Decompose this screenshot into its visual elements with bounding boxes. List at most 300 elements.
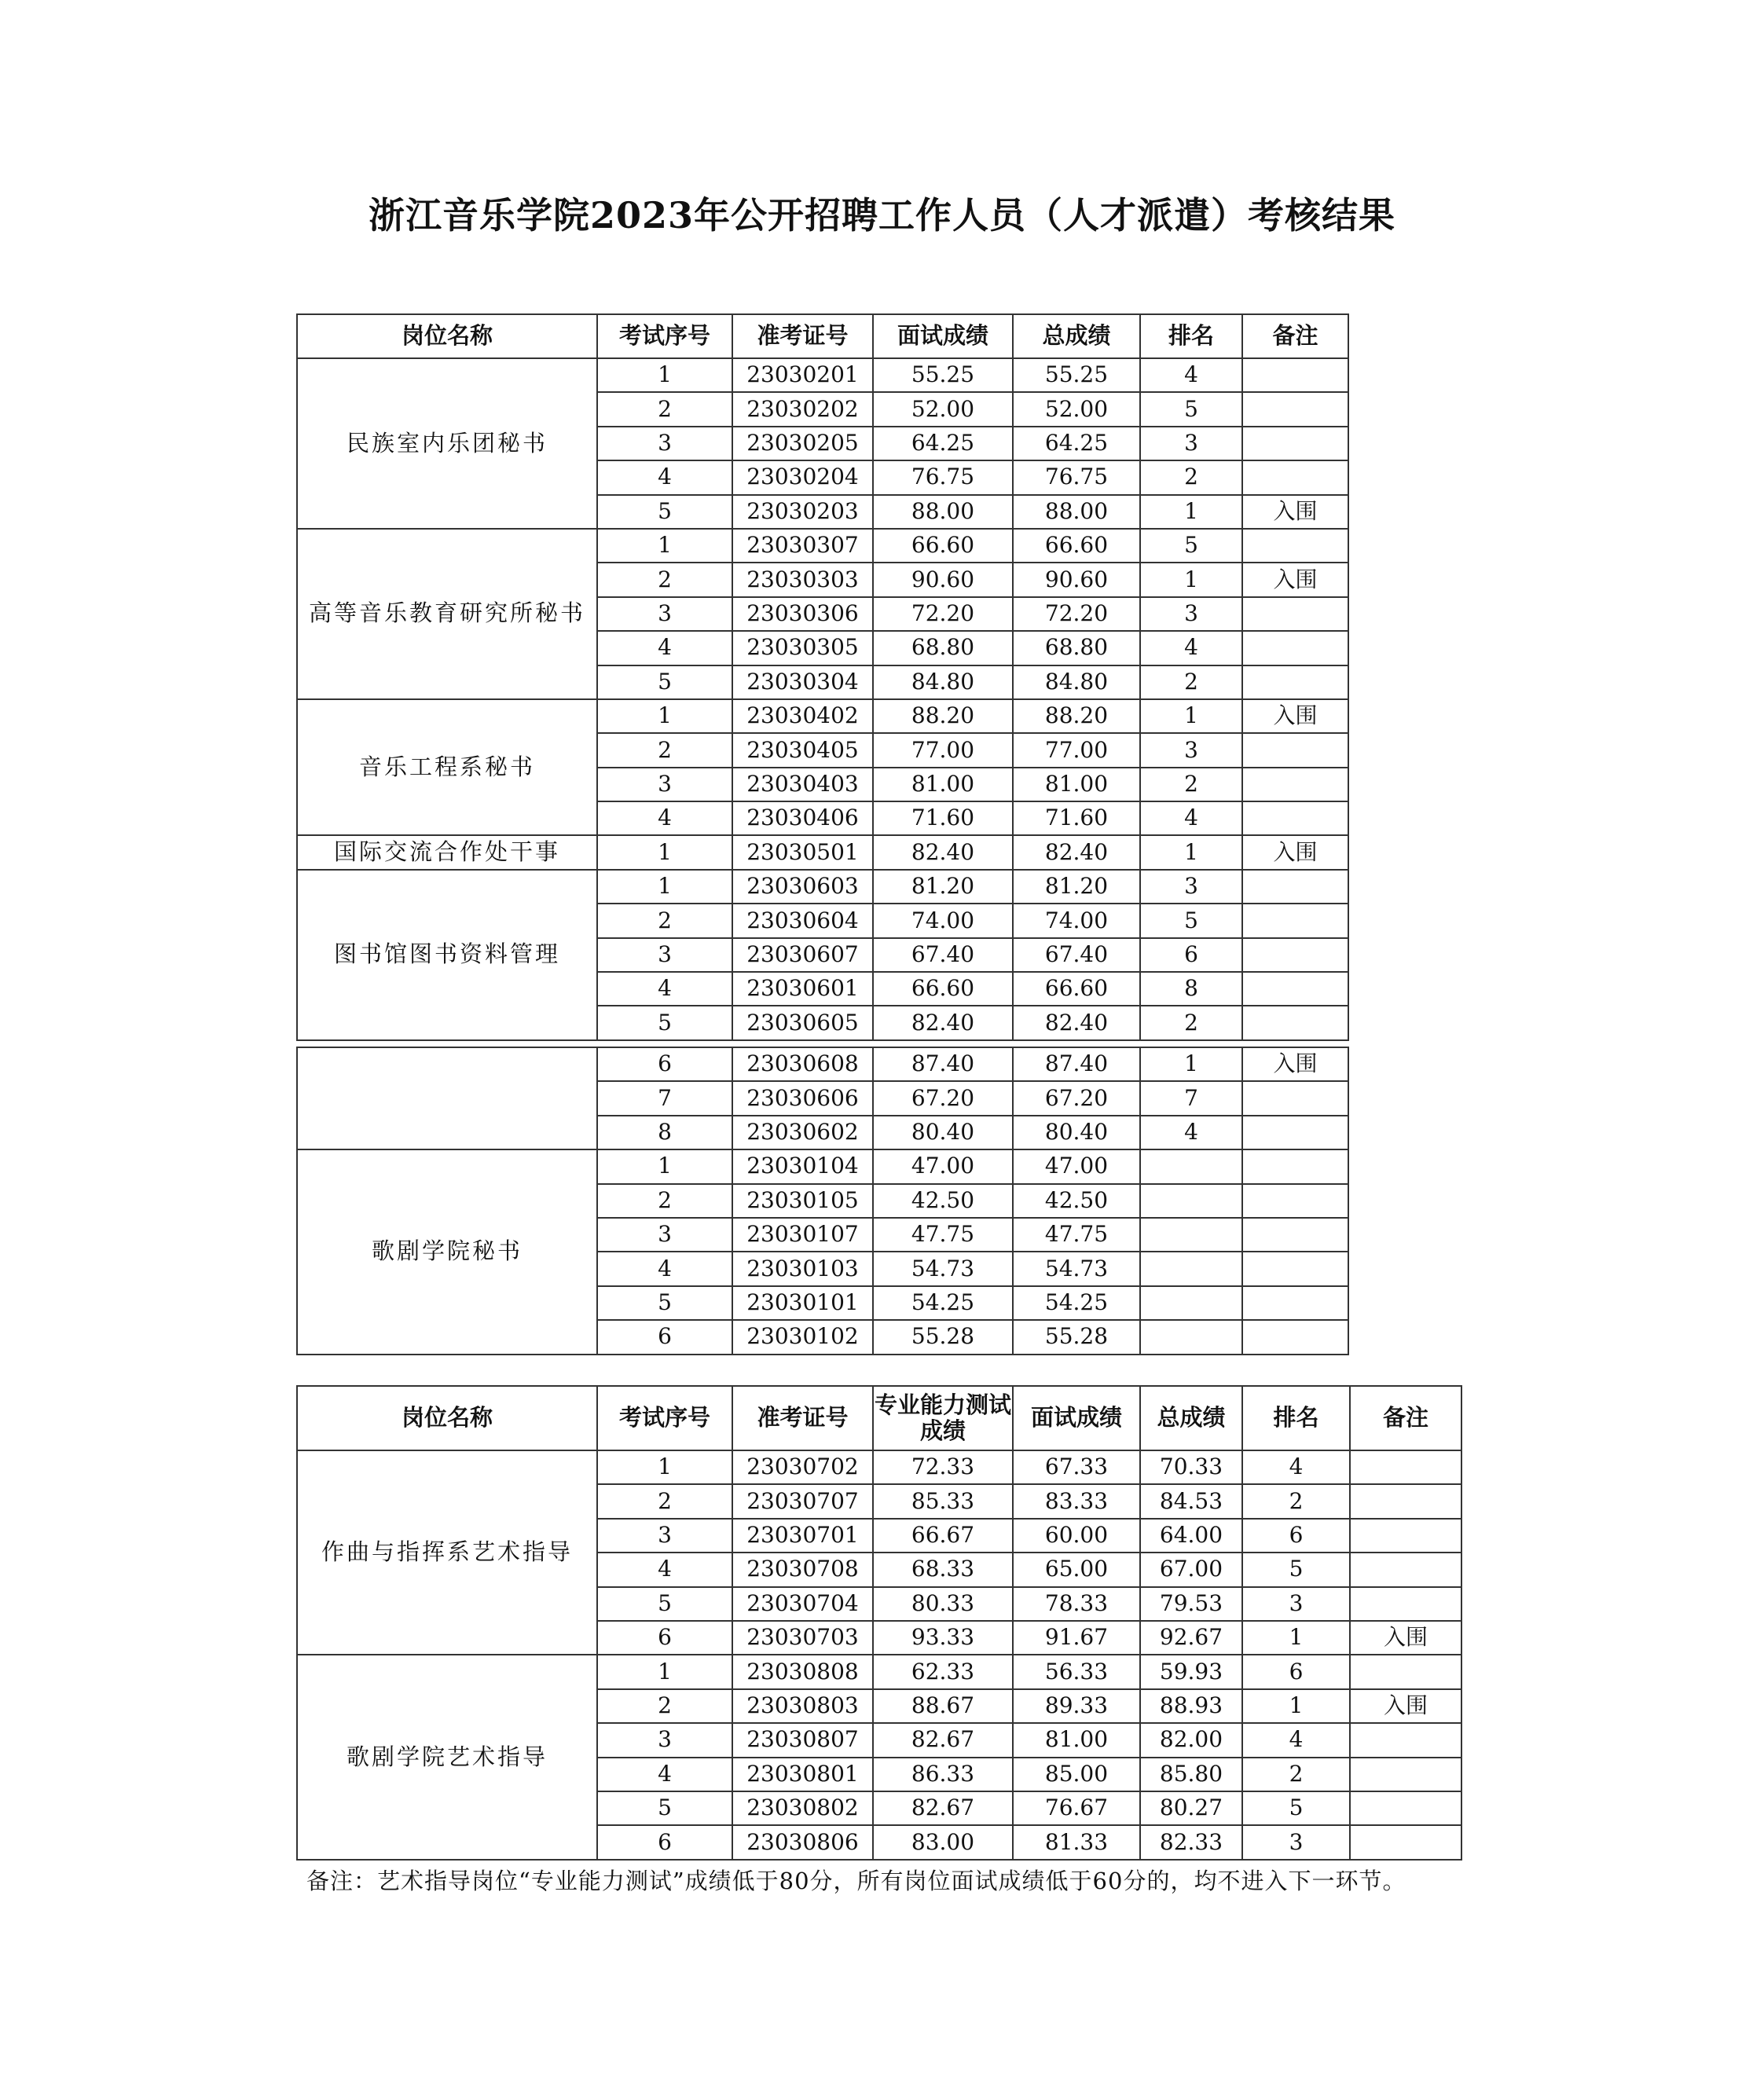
data-cell: 4 <box>597 1252 732 1285</box>
data-cell: 23030702 <box>732 1450 873 1484</box>
data-cell: 23030402 <box>732 699 873 733</box>
data-cell: 23030202 <box>732 392 873 426</box>
data-cell: 入围 <box>1242 835 1348 869</box>
data-cell: 77.00 <box>1013 733 1140 767</box>
data-cell: 4 <box>1242 1723 1350 1757</box>
data-cell: 3 <box>1242 1587 1350 1621</box>
header-rank: 排名 <box>1140 314 1242 358</box>
data-cell: 88.00 <box>873 495 1013 529</box>
data-cell: 83.33 <box>1013 1484 1140 1518</box>
data-cell: 23030703 <box>732 1621 873 1655</box>
data-cell: 23030605 <box>732 1006 873 1039</box>
data-cell: 4 <box>597 1553 732 1586</box>
data-cell: 82.40 <box>873 1006 1013 1039</box>
data-cell <box>1140 1320 1242 1354</box>
data-cell: 92.67 <box>1140 1621 1242 1655</box>
data-cell: 2 <box>597 733 732 767</box>
header-ticket-no: 准考证号 <box>732 314 873 358</box>
header-exam-seq: 考试序号 <box>597 1386 732 1450</box>
data-cell: 84.53 <box>1140 1484 1242 1518</box>
data-cell: 66.60 <box>1013 972 1140 1006</box>
data-cell <box>1242 1081 1348 1115</box>
data-cell: 88.20 <box>1013 699 1140 733</box>
data-cell <box>1350 1484 1461 1518</box>
data-cell: 67.40 <box>1013 938 1140 972</box>
data-cell: 23030806 <box>732 1825 873 1859</box>
data-cell: 8 <box>1140 972 1242 1006</box>
data-cell: 3 <box>597 938 732 972</box>
data-cell: 82.40 <box>1013 1006 1140 1039</box>
position-name-cell: 作曲与指挥系艺术指导 <box>297 1450 597 1655</box>
data-cell: 72.33 <box>873 1450 1013 1484</box>
position-name-cell: 高等音乐教育研究所秘书 <box>297 529 597 699</box>
data-cell: 3 <box>597 597 732 631</box>
data-cell: 3 <box>597 1723 732 1757</box>
data-cell <box>1242 972 1348 1006</box>
data-cell: 47.75 <box>873 1218 1013 1252</box>
data-cell: 4 <box>1140 1116 1242 1149</box>
table-row <box>297 1655 1461 1688</box>
data-cell: 5 <box>1242 1791 1350 1825</box>
data-cell: 5 <box>1242 1553 1350 1586</box>
data-cell: 3 <box>597 1218 732 1252</box>
data-cell: 2 <box>1140 460 1242 494</box>
data-cell: 42.50 <box>1013 1184 1140 1218</box>
data-cell: 76.67 <box>1013 1791 1140 1825</box>
header-exam-seq: 考试序号 <box>597 314 732 358</box>
data-cell <box>1242 1252 1348 1285</box>
data-cell: 66.60 <box>873 972 1013 1006</box>
data-cell: 23030403 <box>732 768 873 801</box>
position-name-cell: 图书馆图书资料管理 <box>297 870 597 1040</box>
data-cell: 65.00 <box>1013 1553 1140 1586</box>
data-cell: 81.00 <box>873 768 1013 801</box>
data-cell <box>1350 1723 1461 1757</box>
data-cell: 82.67 <box>873 1723 1013 1757</box>
data-cell <box>1242 597 1348 631</box>
data-cell: 1 <box>1140 699 1242 733</box>
data-cell: 55.28 <box>1013 1320 1140 1354</box>
header-remark: 备注 <box>1242 314 1348 358</box>
data-cell: 78.33 <box>1013 1587 1140 1621</box>
data-cell: 70.33 <box>1140 1450 1242 1484</box>
data-cell: 23030306 <box>732 597 873 631</box>
data-cell: 93.33 <box>873 1621 1013 1655</box>
data-cell: 47.75 <box>1013 1218 1140 1252</box>
table-row <box>297 529 1348 563</box>
data-cell <box>1242 1116 1348 1149</box>
data-cell: 84.80 <box>1013 665 1140 699</box>
data-cell: 47.00 <box>873 1149 1013 1183</box>
header-remark: 备注 <box>1350 1386 1461 1450</box>
results-table-admin <box>296 313 1349 1041</box>
data-cell: 1 <box>597 870 732 904</box>
data-cell: 90.60 <box>1013 563 1140 596</box>
data-cell: 82.40 <box>1013 835 1140 869</box>
data-cell: 2 <box>1242 1758 1350 1791</box>
data-cell: 5 <box>1140 529 1242 563</box>
data-cell <box>1242 1320 1348 1354</box>
data-cell: 80.40 <box>1013 1116 1140 1149</box>
data-cell: 入围 <box>1242 563 1348 596</box>
data-cell: 5 <box>597 1006 732 1039</box>
data-cell: 23030608 <box>732 1047 873 1081</box>
data-cell: 23030201 <box>732 358 873 392</box>
data-cell: 8 <box>597 1116 732 1149</box>
data-cell: 23030101 <box>732 1286 873 1320</box>
table-row <box>297 835 1348 869</box>
data-cell: 2 <box>597 1184 732 1218</box>
data-cell: 入围 <box>1242 495 1348 529</box>
data-cell: 85.00 <box>1013 1758 1140 1791</box>
data-cell <box>1350 1450 1461 1484</box>
data-cell: 3 <box>1140 597 1242 631</box>
data-cell <box>1350 1825 1461 1859</box>
data-cell: 85.80 <box>1140 1758 1242 1791</box>
data-cell: 1 <box>1140 835 1242 869</box>
data-cell: 74.00 <box>1013 904 1140 937</box>
data-cell: 23030802 <box>732 1791 873 1825</box>
table-row <box>297 1149 1348 1183</box>
data-cell: 3 <box>597 427 732 460</box>
results-table-art-guidance <box>296 1385 1462 1861</box>
data-cell: 5 <box>597 1587 732 1621</box>
data-cell: 62.33 <box>873 1655 1013 1688</box>
data-cell: 68.80 <box>873 631 1013 665</box>
data-cell: 23030708 <box>732 1553 873 1586</box>
data-cell: 2 <box>597 904 732 937</box>
header-position: 岗位名称 <box>297 314 597 358</box>
data-cell: 23030808 <box>732 1655 873 1688</box>
data-cell: 81.20 <box>1013 870 1140 904</box>
data-cell: 3 <box>597 768 732 801</box>
data-cell: 86.33 <box>873 1758 1013 1791</box>
data-cell: 4 <box>597 972 732 1006</box>
data-cell: 23030204 <box>732 460 873 494</box>
data-cell: 54.25 <box>873 1286 1013 1320</box>
data-cell: 6 <box>1140 938 1242 972</box>
data-cell <box>1242 870 1348 904</box>
data-cell: 6 <box>1242 1655 1350 1688</box>
header-total-score: 总成绩 <box>1013 314 1140 358</box>
data-cell <box>1242 392 1348 426</box>
data-cell: 1 <box>1242 1689 1350 1723</box>
data-cell <box>1242 665 1348 699</box>
data-cell: 4 <box>597 631 732 665</box>
results-table-admin-continued <box>296 1047 1349 1355</box>
document-title: 浙江音乐学院2023年公开招聘工作人员（人才派遣）考核结果 <box>368 194 1396 236</box>
data-cell: 2 <box>597 1484 732 1518</box>
data-cell: 23030406 <box>732 801 873 835</box>
data-cell: 5 <box>597 1286 732 1320</box>
table-header-row <box>297 1386 1461 1450</box>
data-cell <box>1242 1184 1348 1218</box>
table-row <box>297 1450 1461 1484</box>
data-cell: 23030603 <box>732 870 873 904</box>
data-cell: 3 <box>1140 870 1242 904</box>
data-cell <box>1242 904 1348 937</box>
data-cell <box>1242 938 1348 972</box>
data-cell: 4 <box>597 460 732 494</box>
position-name-cell: 国际交流合作处干事 <box>297 835 597 869</box>
data-cell: 23030801 <box>732 1758 873 1791</box>
data-cell: 23030203 <box>732 495 873 529</box>
footnote: 备注：艺术指导岗位“专业能力测试”成绩低于80分，所有岗位面试成绩低于60分的，均不进入下一环节。 <box>306 1868 1406 1894</box>
header-interview-score: 面试成绩 <box>873 314 1013 358</box>
data-cell: 66.67 <box>873 1519 1013 1553</box>
data-cell: 88.93 <box>1140 1689 1242 1723</box>
header-position: 岗位名称 <box>297 1386 597 1450</box>
table-header-row <box>297 314 1348 358</box>
data-cell: 66.60 <box>1013 529 1140 563</box>
data-cell <box>1242 529 1348 563</box>
data-cell: 64.25 <box>873 427 1013 460</box>
data-cell: 64.00 <box>1140 1519 1242 1553</box>
data-cell: 23030205 <box>732 427 873 460</box>
data-cell: 23030303 <box>732 563 873 596</box>
data-cell: 23030701 <box>732 1519 873 1553</box>
data-cell: 54.73 <box>873 1252 1013 1285</box>
data-cell: 87.40 <box>873 1047 1013 1081</box>
data-cell <box>1242 1149 1348 1183</box>
data-cell: 7 <box>597 1081 732 1115</box>
data-cell <box>1140 1184 1242 1218</box>
data-cell: 4 <box>1140 801 1242 835</box>
data-cell: 67.40 <box>873 938 1013 972</box>
data-cell: 42.50 <box>873 1184 1013 1218</box>
data-cell: 91.67 <box>1013 1621 1140 1655</box>
data-cell <box>1350 1519 1461 1553</box>
data-cell: 1 <box>597 1450 732 1484</box>
position-name-cell: 音乐工程系秘书 <box>297 699 597 836</box>
data-cell: 2 <box>597 1689 732 1723</box>
table-row <box>297 699 1348 733</box>
data-cell: 47.00 <box>1013 1149 1140 1183</box>
data-cell: 5 <box>597 1791 732 1825</box>
header-interview-score: 面试成绩 <box>1013 1386 1140 1450</box>
data-cell: 54.73 <box>1013 1252 1140 1285</box>
data-cell: 5 <box>1140 904 1242 937</box>
position-name-cell <box>297 1047 597 1149</box>
data-cell: 23030803 <box>732 1689 873 1723</box>
data-cell: 80.27 <box>1140 1791 1242 1825</box>
data-cell: 71.60 <box>873 801 1013 835</box>
data-cell <box>1350 1587 1461 1621</box>
data-cell: 23030304 <box>732 665 873 699</box>
data-cell: 88.20 <box>873 699 1013 733</box>
data-cell: 55.25 <box>1013 358 1140 392</box>
data-cell: 68.80 <box>1013 631 1140 665</box>
data-cell <box>1140 1149 1242 1183</box>
data-cell: 68.33 <box>873 1553 1013 1586</box>
data-cell: 55.28 <box>873 1320 1013 1354</box>
data-cell: 23030707 <box>732 1484 873 1518</box>
data-cell: 23030501 <box>732 835 873 869</box>
data-cell: 23030704 <box>732 1587 873 1621</box>
data-cell: 23030305 <box>732 631 873 665</box>
data-cell: 3 <box>1140 733 1242 767</box>
data-cell: 入围 <box>1350 1621 1461 1655</box>
position-name-cell: 歌剧学院秘书 <box>297 1149 597 1354</box>
data-cell: 1 <box>597 699 732 733</box>
data-cell: 66.60 <box>873 529 1013 563</box>
data-cell <box>1350 1553 1461 1586</box>
data-cell: 77.00 <box>873 733 1013 767</box>
table-body <box>297 1047 1348 1355</box>
header-ticket-no: 准考证号 <box>732 1386 873 1450</box>
data-cell <box>1242 358 1348 392</box>
data-cell: 81.00 <box>1013 1723 1140 1757</box>
data-cell: 1 <box>597 1655 732 1688</box>
data-cell: 7 <box>1140 1081 1242 1115</box>
data-cell: 81.20 <box>873 870 1013 904</box>
data-cell: 59.93 <box>1140 1655 1242 1688</box>
data-cell <box>1350 1791 1461 1825</box>
data-cell <box>1242 1006 1348 1039</box>
data-cell: 81.33 <box>1013 1825 1140 1859</box>
data-cell: 23030807 <box>732 1723 873 1757</box>
data-cell: 1 <box>597 1149 732 1183</box>
data-cell: 83.00 <box>873 1825 1013 1859</box>
data-cell: 72.20 <box>873 597 1013 631</box>
data-cell: 1 <box>1140 495 1242 529</box>
data-cell: 4 <box>1140 358 1242 392</box>
data-cell: 64.25 <box>1013 427 1140 460</box>
data-cell: 入围 <box>1350 1689 1461 1723</box>
data-cell: 23030601 <box>732 972 873 1006</box>
data-cell: 82.40 <box>873 835 1013 869</box>
data-cell: 82.33 <box>1140 1825 1242 1859</box>
data-cell: 6 <box>597 1047 732 1081</box>
data-cell <box>1242 631 1348 665</box>
data-cell: 52.00 <box>873 392 1013 426</box>
data-cell: 2 <box>597 563 732 596</box>
data-cell: 2 <box>1242 1484 1350 1518</box>
data-cell <box>1350 1758 1461 1791</box>
data-cell <box>1242 801 1348 835</box>
data-cell: 67.33 <box>1013 1450 1140 1484</box>
header-rank: 排名 <box>1242 1386 1350 1450</box>
data-cell: 55.25 <box>873 358 1013 392</box>
data-cell: 6 <box>597 1320 732 1354</box>
table-body <box>297 358 1348 1040</box>
data-cell <box>1140 1252 1242 1285</box>
data-cell: 23030102 <box>732 1320 873 1354</box>
data-cell: 4 <box>1140 631 1242 665</box>
data-cell: 1 <box>597 835 732 869</box>
data-cell: 2 <box>1140 768 1242 801</box>
data-cell: 23030607 <box>732 938 873 972</box>
data-cell: 5 <box>1140 392 1242 426</box>
data-cell: 5 <box>597 495 732 529</box>
position-name-cell: 歌剧学院艺术指导 <box>297 1655 597 1859</box>
data-cell: 80.33 <box>873 1587 1013 1621</box>
header-professional-test-score: 专业能力测试成绩 <box>873 1386 1013 1450</box>
data-cell: 54.25 <box>1013 1286 1140 1320</box>
data-cell: 72.20 <box>1013 597 1140 631</box>
data-cell: 23030104 <box>732 1149 873 1183</box>
data-cell: 入围 <box>1242 1047 1348 1081</box>
data-cell <box>1242 1286 1348 1320</box>
data-cell: 88.67 <box>873 1689 1013 1723</box>
data-cell: 4 <box>597 1758 732 1791</box>
data-cell: 76.75 <box>1013 460 1140 494</box>
data-cell: 79.53 <box>1140 1587 1242 1621</box>
data-cell <box>1242 427 1348 460</box>
data-cell: 81.00 <box>1013 768 1140 801</box>
data-cell: 23030405 <box>732 733 873 767</box>
data-cell <box>1242 1218 1348 1252</box>
data-cell: 80.40 <box>873 1116 1013 1149</box>
data-cell: 6 <box>597 1825 732 1859</box>
data-cell <box>1350 1655 1461 1688</box>
data-cell: 23030602 <box>732 1116 873 1149</box>
data-cell: 2 <box>597 392 732 426</box>
data-cell: 入围 <box>1242 699 1348 733</box>
data-cell <box>1242 733 1348 767</box>
data-cell: 23030103 <box>732 1252 873 1285</box>
data-cell: 5 <box>597 665 732 699</box>
data-cell <box>1140 1218 1242 1252</box>
data-cell: 23030606 <box>732 1081 873 1115</box>
data-cell: 23030307 <box>732 529 873 563</box>
data-cell: 87.40 <box>1013 1047 1140 1081</box>
data-cell: 82.00 <box>1140 1723 1242 1757</box>
data-cell: 90.60 <box>873 563 1013 596</box>
data-cell: 3 <box>1242 1825 1350 1859</box>
data-cell: 23030105 <box>732 1184 873 1218</box>
data-cell <box>1242 460 1348 494</box>
data-cell: 2 <box>1140 665 1242 699</box>
data-cell: 4 <box>1242 1450 1350 1484</box>
data-cell: 23030107 <box>732 1218 873 1252</box>
data-cell: 4 <box>597 801 732 835</box>
table-row <box>297 870 1348 904</box>
data-cell: 56.33 <box>1013 1655 1140 1688</box>
data-cell: 6 <box>597 1621 732 1655</box>
data-cell: 1 <box>597 529 732 563</box>
data-cell: 1 <box>1140 1047 1242 1081</box>
data-cell: 1 <box>597 358 732 392</box>
data-cell: 23030604 <box>732 904 873 937</box>
data-cell: 82.67 <box>873 1791 1013 1825</box>
data-cell: 2 <box>1140 1006 1242 1039</box>
table-row <box>297 358 1348 392</box>
data-cell: 6 <box>1242 1519 1350 1553</box>
data-cell: 76.75 <box>873 460 1013 494</box>
data-cell: 67.00 <box>1140 1553 1242 1586</box>
position-name-cell: 民族室内乐团秘书 <box>297 358 597 529</box>
table-body <box>297 1450 1461 1860</box>
data-cell: 67.20 <box>873 1081 1013 1115</box>
data-cell: 74.00 <box>873 904 1013 937</box>
data-cell: 1 <box>1140 563 1242 596</box>
data-cell: 89.33 <box>1013 1689 1140 1723</box>
data-cell: 71.60 <box>1013 801 1140 835</box>
data-cell: 1 <box>1242 1621 1350 1655</box>
header-total-score: 总成绩 <box>1140 1386 1242 1450</box>
data-cell: 3 <box>1140 427 1242 460</box>
data-cell: 60.00 <box>1013 1519 1140 1553</box>
data-cell: 67.20 <box>1013 1081 1140 1115</box>
data-cell: 3 <box>597 1519 732 1553</box>
data-cell: 88.00 <box>1013 495 1140 529</box>
data-cell <box>1140 1286 1242 1320</box>
data-cell: 85.33 <box>873 1484 1013 1518</box>
data-cell: 84.80 <box>873 665 1013 699</box>
data-cell <box>1242 768 1348 801</box>
data-cell: 52.00 <box>1013 392 1140 426</box>
